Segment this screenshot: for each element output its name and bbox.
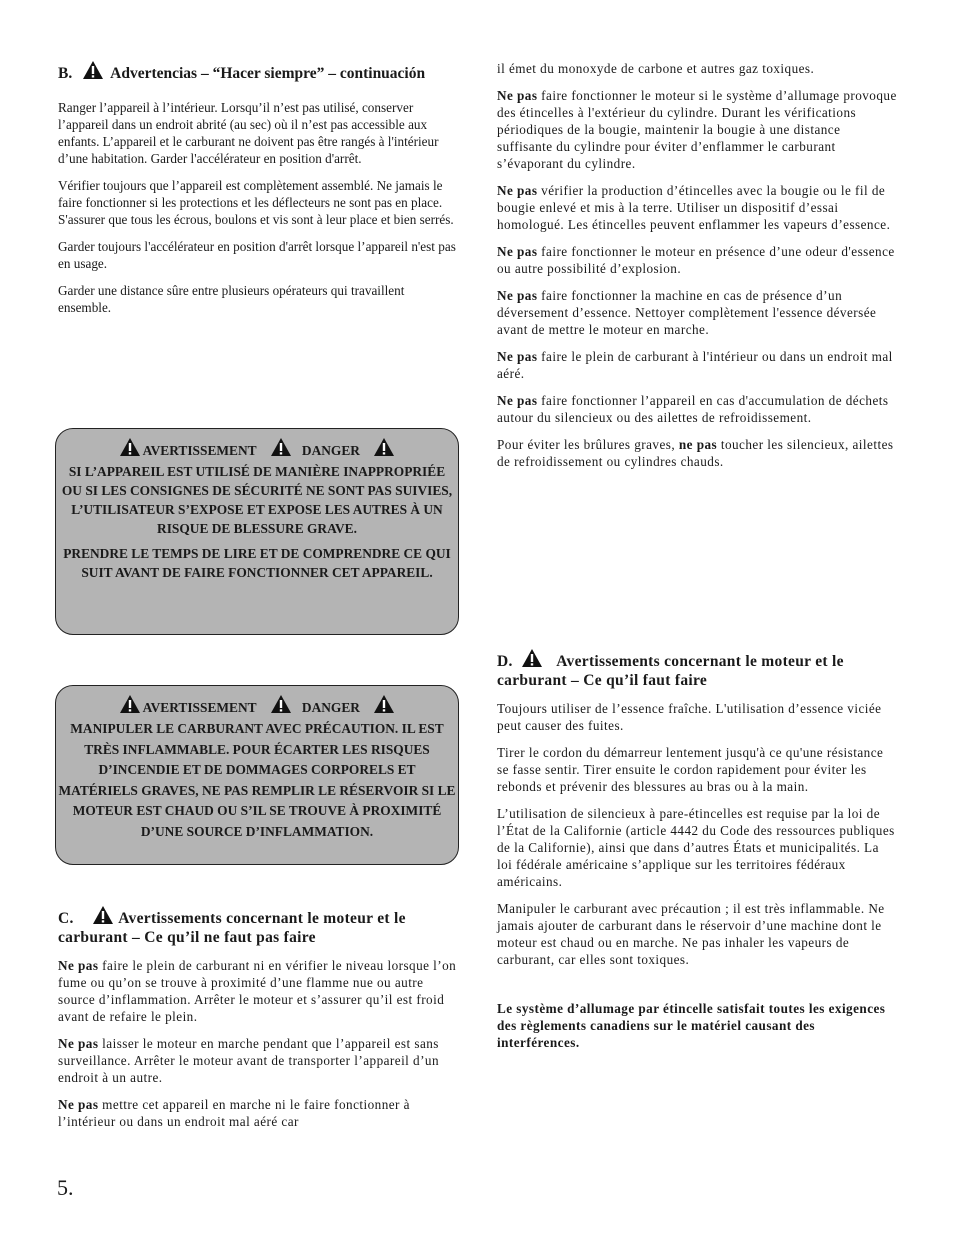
section-d-paragraph: Tirer le cordon du démarreur lentement jusqu'à ce qu'une résistance se fasse sentir. Tirer ensuite le cordon rapidement pour éviter les rebonds et prévenir des blessures au bras ou à la main. — [497, 745, 884, 794]
do-not-item: Ne pas faire fonctionner le moteur en présence d’une odeur d'essence ou autre possibilité d’explosion. — [497, 244, 895, 276]
warning-box-header: AVERTISSEMENT DANGER — [58, 437, 456, 460]
section-d-paragraph: L’utilisation de silencieux à pare-étincelles est requise par la loi de l’État de la Californie (article 4442 du Code des ressources publiques de la Californie), ainsi que dans d’autres États et municipalités. La loi fédérale américaine s’applique sur les territoires fédéraux américains. — [497, 806, 895, 889]
canadian-compliance-note: Le système d’allumage par étincelle satisfait toutes les exigences des règlements canadiens sur le matériel causant des interférences. — [497, 1001, 886, 1050]
do-not-item: Ne pas faire le plein de carburant à l'intérieur ou dans un endroit mal aéré. — [497, 349, 893, 381]
warning-triangle-icon — [82, 60, 104, 80]
warning-triangle-icon — [119, 694, 141, 714]
section-d — [497, 648, 897, 1061]
warning-box-text: SI L’APPAREIL EST UTILISÉ DE MANIÈRE INAPPROPRIÉE OU SI LES CONSIGNES DE SÉCURITÉ NE SONT PAS SUIVIES, L’UTILISATEUR S’EXPOSE ET EXPOSE LES AUTRES À UN RISQUE DE BLESSURE GRAVE. — [61, 464, 453, 536]
section-b-paragraph: Ranger l’appareil à l’intérieur. Lorsqu’il n’est pas utilisé, conserver l’appareil dans un endroit abrité (au sec) où il n’est pas accessible aux enfants. L’appareil et le carburant ne doivent pas être rangés à l'intérieur d’une habitation. Garder l'accélérateur en position d'arrêt. — [58, 100, 439, 166]
section-d-heading: D. Avertissements concernant le moteur et le carburant – Ce qu’il faut faire — [497, 648, 897, 690]
warning-box-header: AVERTISSEMENT DANGER — [58, 694, 456, 717]
section-c-item: Ne pas mettre cet appareil en marche ni le faire fonctionner à l’intérieur ou dans un endroit mal aéré car — [58, 1097, 410, 1129]
warning-box-text: MANIPULER LE CARBURANT AVEC PRÉCAUTION. IL EST TRÈS INFLAMMABLE. POUR ÉCARTER LES RISQUES D’INCENDIE ET DE DOMMAGES CORPORELS ET MATÉRIELS GRAVES, NE PAS REMPLIR LE RÉSERVOIR SI LE MOTEUR EST CHAUD OU S’IL SE TROUVE À PROXIMITÉ D’UNE SOURCE D’INFLAMMATION. — [58, 721, 456, 839]
page-number: 5. — [57, 1175, 74, 1200]
section-c-heading: C. Avertissements concernant le moteur et le carburant – Ce qu’il ne faut pas faire — [58, 905, 460, 947]
do-not-item: Ne pas vérifier la production d’étincelles avec la bougie ou le fil de bougie enlevé et mis à la terre. Utiliser un dispositif d’essai homologué. Les étincelles peuvent enflammer les vapeurs d’essence. — [497, 183, 891, 232]
section-c-item: Ne pas laisser le moteur en marche pendant que l’appareil est sans surveillance. Arrêter le moteur avant de transporter l’appareil d’un endroit à un autre. — [58, 1036, 440, 1085]
warning-triangle-icon — [270, 694, 292, 714]
warning-triangle-icon — [373, 437, 395, 457]
warning-box-misuse — [55, 428, 459, 635]
section-b-paragraph: Garder une distance sûre entre plusieurs opérateurs qui travaillent ensemble. — [58, 283, 405, 315]
right-column — [497, 60, 897, 480]
burn-warning: Pour éviter les brûlures graves, ne pas toucher les silencieux, ailettes de refroidissement ou cylindres chauds. — [497, 437, 894, 469]
continuation-text: il émet du monoxyde de carbone et autres gaz toxiques. — [497, 61, 815, 76]
warning-triangle-icon — [92, 905, 114, 925]
section-c — [58, 905, 460, 1140]
warning-triangle-icon — [373, 694, 395, 714]
section-b-paragraph: Garder toujours l'accélérateur en position d'arrêt lorsque l’appareil n'est pas en usage. — [58, 239, 456, 271]
do-not-item: Ne pas faire fonctionner le moteur si le système d’allumage provoque des étincelles à l'extérieur du cylindre. Durant les vérifications périodiques de la bougie, maintenir la bougie à une distance suffisante du cylindre pour éviter d’enflammer le carburant s’évaporant du cylindre. — [497, 88, 897, 171]
section-d-paragraph: Toujours utiliser de l’essence fraîche. L'utilisation d’essence viciée peut causer des fuites. — [497, 701, 882, 733]
warning-box-fuel — [55, 685, 459, 865]
warning-triangle-icon — [119, 437, 141, 457]
section-d-paragraph: Manipuler le carburant avec précaution ; il est très inflammable. Ne jamais ajouter de carburant dans le réservoir d’une machine dont le moteur est chaud ou en marche. Ne pas inhaler les vapeurs de carburant, car elles sont toxiques. — [497, 901, 885, 967]
warning-box-text: PRENDRE LE TEMPS DE LIRE ET DE COMPRENDRE CE QUI SUIT AVANT DE FAIRE FONCTIONNER CET APPAREIL. — [63, 546, 451, 580]
do-not-item: Ne pas faire fonctionner la machine en cas de présence d’un déversement d’essence. Nettoyer complètement l'essence déversée avant de mettre le moteur en marche. — [497, 288, 877, 337]
section-c-item: Ne pas faire le plein de carburant ni en vérifier le niveau lorsque l’on fume ou qu’on se trouve à proximité d’une flamme nue ou autre source d’inflammation. Arrêter le moteur et s’assurer qu’il est froid avant de refaire le plein. — [58, 958, 457, 1024]
warning-triangle-icon — [521, 648, 543, 668]
section-b-paragraph: Vérifier toujours que l’appareil est complètement assemblé. Ne jamais le faire fonctionner si les protections et les déflecteurs ne sont pas en place. S'assurer que tous les écrous, boulons et vis sont à leur place et bien serrés. — [58, 178, 454, 227]
do-not-item: Ne pas faire fonctionner l’appareil en cas d'accumulation de déchets autour du silencieux ou des ailettes de refroidissement. — [497, 393, 889, 425]
warning-triangle-icon — [270, 437, 292, 457]
left-column — [58, 60, 458, 326]
section-b-heading: B. Advertencias – “Hacer siempre” – continuación — [58, 60, 458, 83]
